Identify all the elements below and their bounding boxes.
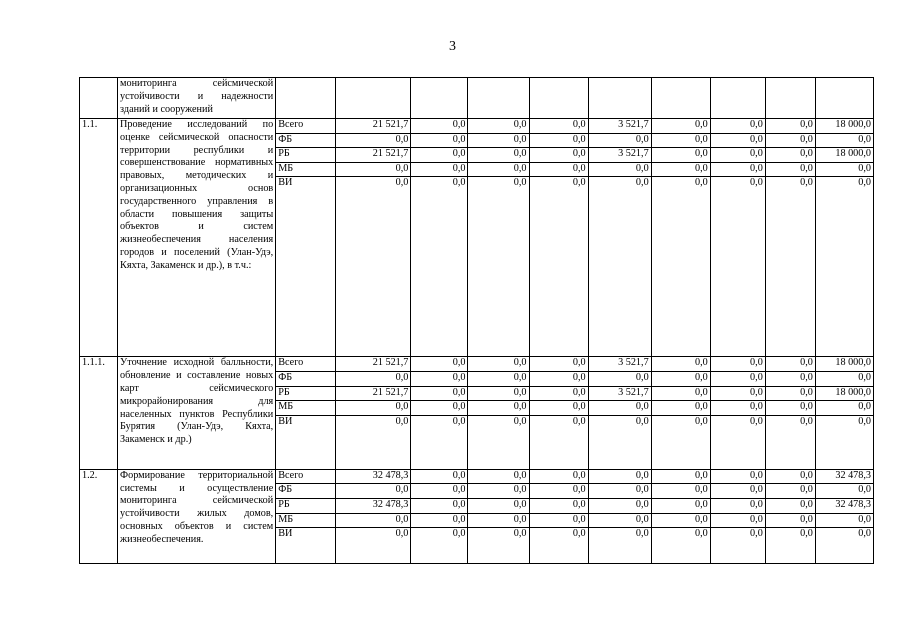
year-value-cell: 21 521,7 <box>336 386 411 401</box>
year-value-cell: 0,0 <box>529 528 588 564</box>
year-value-cell: 0,0 <box>765 177 815 357</box>
year-value-cell: 0,0 <box>336 401 411 416</box>
year-value-cell: 0,0 <box>588 528 651 564</box>
year-value-cell: 0,0 <box>411 528 468 564</box>
year-value-cell: 0,0 <box>336 177 411 357</box>
funding-source: МБ <box>276 401 336 416</box>
page-number: 3 <box>449 39 456 54</box>
year-value-cell: 0,0 <box>529 415 588 469</box>
year-value-cell: 0,0 <box>710 498 765 513</box>
year-value-cell: 0,0 <box>336 415 411 469</box>
section-description: Проведение исследований по оценке сейсмической опасности территории республики и совершенствование нормативных правовых, методических и организационных основ государственного управления в области повышения защиты объектов и систем жизнеобеспечения населения городов и поселений (Улан-Удэ, Кяхта, Закаменск и др.), в т.ч.: <box>118 119 276 357</box>
year-value-cell: 0,0 <box>710 177 765 357</box>
year-value-cell: 0,0 <box>336 528 411 564</box>
funding-source: ВИ <box>276 177 336 357</box>
year-value-cell: 0,0 <box>765 498 815 513</box>
year-value-cell: 0,0 <box>651 148 710 163</box>
year-value-cell: 0,0 <box>468 513 529 528</box>
funding-source: ФБ <box>276 484 336 499</box>
section-code: 1.1.1. <box>80 357 118 469</box>
funding-source: ВИ <box>276 415 336 469</box>
year-value-cell: 0,0 <box>765 528 815 564</box>
funding-source: Всего <box>276 469 336 484</box>
total-value-cell: 0,0 <box>815 415 873 469</box>
total-value-cell: 0,0 <box>815 401 873 416</box>
year-value-cell: 0,0 <box>651 386 710 401</box>
year-value-cell: 0,0 <box>468 484 529 499</box>
empty-cell <box>336 78 411 119</box>
year-value-cell: 0,0 <box>765 133 815 148</box>
year-value-cell: 0,0 <box>710 148 765 163</box>
year-value-cell: 0,0 <box>336 133 411 148</box>
total-value-cell: 18 000,0 <box>815 119 873 134</box>
year-value-cell: 0,0 <box>529 119 588 134</box>
year-value-cell: 0,0 <box>651 371 710 386</box>
year-value-cell: 32 478,3 <box>336 498 411 513</box>
year-value-cell: 0,0 <box>651 528 710 564</box>
year-value-cell: 0,0 <box>651 415 710 469</box>
year-value-cell: 0,0 <box>588 484 651 499</box>
table-row <box>80 119 874 134</box>
year-value-cell: 0,0 <box>468 162 529 177</box>
year-value-cell: 0,0 <box>468 133 529 148</box>
year-value-cell: 0,0 <box>710 371 765 386</box>
year-value-cell: 0,0 <box>336 371 411 386</box>
empty-cell <box>468 78 529 119</box>
empty-cell <box>651 78 710 119</box>
year-value-cell: 0,0 <box>468 469 529 484</box>
year-value-cell: 0,0 <box>468 371 529 386</box>
year-value-cell: 0,0 <box>468 401 529 416</box>
funding-source: Всего <box>276 357 336 372</box>
section-code: 1.2. <box>80 469 118 563</box>
year-value-cell: 0,0 <box>411 133 468 148</box>
year-value-cell: 0,0 <box>765 386 815 401</box>
table-row <box>80 357 874 372</box>
year-value-cell: 0,0 <box>529 401 588 416</box>
funding-source: РБ <box>276 148 336 163</box>
year-value-cell: 0,0 <box>529 513 588 528</box>
empty-cell <box>588 78 651 119</box>
year-value-cell: 0,0 <box>468 415 529 469</box>
budget-table <box>79 77 874 564</box>
year-value-cell: 0,0 <box>710 513 765 528</box>
funding-source: РБ <box>276 386 336 401</box>
year-value-cell: 0,0 <box>336 513 411 528</box>
year-value-cell: 0,0 <box>710 357 765 372</box>
year-value-cell: 0,0 <box>765 371 815 386</box>
year-value-cell: 0,0 <box>765 357 815 372</box>
empty-cell <box>765 78 815 119</box>
year-value-cell: 0,0 <box>468 177 529 357</box>
year-value-cell: 0,0 <box>588 133 651 148</box>
year-value-cell: 3 521,7 <box>588 357 651 372</box>
year-value-cell: 0,0 <box>468 498 529 513</box>
year-value-cell: 0,0 <box>588 177 651 357</box>
year-value-cell: 0,0 <box>588 401 651 416</box>
section-description: Формирование территориальной системы и осуществление мониторинга сейсмической устойчивости жилых домов, основных объектов и систем жизнеобеспечения. <box>118 469 276 563</box>
year-value-cell: 0,0 <box>588 513 651 528</box>
empty-cell <box>411 78 468 119</box>
year-value-cell: 0,0 <box>468 528 529 564</box>
year-value-cell: 0,0 <box>411 386 468 401</box>
funding-source: ФБ <box>276 371 336 386</box>
total-value-cell: 0,0 <box>815 177 873 357</box>
year-value-cell: 0,0 <box>411 357 468 372</box>
year-value-cell: 0,0 <box>651 513 710 528</box>
year-value-cell: 0,0 <box>710 386 765 401</box>
empty-cell <box>815 78 873 119</box>
year-value-cell: 0,0 <box>651 498 710 513</box>
year-value-cell: 0,0 <box>651 133 710 148</box>
year-value-cell: 0,0 <box>529 177 588 357</box>
table-body <box>80 78 874 564</box>
year-value-cell: 0,0 <box>710 469 765 484</box>
year-value-cell: 0,0 <box>529 148 588 163</box>
year-value-cell: 0,0 <box>651 484 710 499</box>
total-value-cell: 18 000,0 <box>815 148 873 163</box>
year-value-cell: 0,0 <box>529 133 588 148</box>
year-value-cell: 0,0 <box>529 371 588 386</box>
year-value-cell: 0,0 <box>336 484 411 499</box>
total-value-cell: 0,0 <box>815 371 873 386</box>
funding-source: Всего <box>276 119 336 134</box>
empty-cell <box>710 78 765 119</box>
funding-source: РБ <box>276 498 336 513</box>
year-value-cell: 0,0 <box>765 415 815 469</box>
total-value-cell: 18 000,0 <box>815 357 873 372</box>
total-value-cell: 0,0 <box>815 484 873 499</box>
funding-source: ФБ <box>276 133 336 148</box>
year-value-cell: 0,0 <box>411 371 468 386</box>
continuation-row <box>80 78 874 119</box>
section-description: Уточнение исходной балльности, обновление и составление новых карт сейсмического микрорайонирования для населенных пунктов Республики Бурятия (Улан-Удэ, Кяхта, Закаменск и др.) <box>118 357 276 469</box>
year-value-cell: 0,0 <box>710 119 765 134</box>
year-value-cell: 0,0 <box>529 162 588 177</box>
year-value-cell: 0,0 <box>710 401 765 416</box>
year-value-cell: 0,0 <box>468 119 529 134</box>
year-value-cell: 0,0 <box>411 415 468 469</box>
year-value-cell: 21 521,7 <box>336 119 411 134</box>
year-value-cell: 0,0 <box>651 357 710 372</box>
year-value-cell: 0,0 <box>765 119 815 134</box>
section-code: 1.1. <box>80 119 118 357</box>
year-value-cell: 0,0 <box>765 162 815 177</box>
year-value-cell: 0,0 <box>765 513 815 528</box>
year-value-cell: 3 521,7 <box>588 386 651 401</box>
year-value-cell: 0,0 <box>588 162 651 177</box>
total-value-cell: 0,0 <box>815 133 873 148</box>
year-value-cell: 0,0 <box>411 484 468 499</box>
year-value-cell: 0,0 <box>765 469 815 484</box>
total-value-cell: 0,0 <box>815 513 873 528</box>
year-value-cell: 0,0 <box>411 177 468 357</box>
year-value-cell: 0,0 <box>411 162 468 177</box>
year-value-cell: 0,0 <box>411 148 468 163</box>
funding-source: ВИ <box>276 528 336 564</box>
year-value-cell: 3 521,7 <box>588 119 651 134</box>
year-value-cell: 0,0 <box>529 469 588 484</box>
total-value-cell: 0,0 <box>815 162 873 177</box>
year-value-cell: 0,0 <box>411 469 468 484</box>
empty-cell <box>276 78 336 119</box>
year-value-cell: 0,0 <box>651 469 710 484</box>
year-value-cell: 21 521,7 <box>336 357 411 372</box>
year-value-cell: 0,0 <box>468 357 529 372</box>
year-value-cell: 0,0 <box>588 371 651 386</box>
year-value-cell: 0,0 <box>468 386 529 401</box>
empty-cell <box>529 78 588 119</box>
year-value-cell: 32 478,3 <box>336 469 411 484</box>
year-value-cell: 3 521,7 <box>588 148 651 163</box>
year-value-cell: 0,0 <box>529 386 588 401</box>
funding-source: МБ <box>276 162 336 177</box>
total-value-cell: 18 000,0 <box>815 386 873 401</box>
year-value-cell: 0,0 <box>529 357 588 372</box>
year-value-cell: 0,0 <box>765 148 815 163</box>
total-value-cell: 0,0 <box>815 528 873 564</box>
year-value-cell: 0,0 <box>765 484 815 499</box>
year-value-cell: 0,0 <box>588 469 651 484</box>
year-value-cell: 0,0 <box>710 528 765 564</box>
year-value-cell: 0,0 <box>411 401 468 416</box>
continuation-description: мониторинга сейсмической устойчивости и надежности зданий и сооружений <box>118 78 276 119</box>
continuation-code-cell <box>80 78 118 119</box>
year-value-cell: 0,0 <box>529 484 588 499</box>
year-value-cell: 0,0 <box>710 162 765 177</box>
year-value-cell: 0,0 <box>588 415 651 469</box>
year-value-cell: 0,0 <box>710 484 765 499</box>
year-value-cell: 0,0 <box>651 401 710 416</box>
year-value-cell: 0,0 <box>529 498 588 513</box>
year-value-cell: 0,0 <box>411 498 468 513</box>
year-value-cell: 0,0 <box>411 513 468 528</box>
total-value-cell: 32 478,3 <box>815 469 873 484</box>
year-value-cell: 0,0 <box>765 401 815 416</box>
funding-source: МБ <box>276 513 336 528</box>
total-value-cell: 32 478,3 <box>815 498 873 513</box>
year-value-cell: 0,0 <box>710 133 765 148</box>
year-value-cell: 0,0 <box>710 415 765 469</box>
year-value-cell: 0,0 <box>588 498 651 513</box>
year-value-cell: 0,0 <box>411 119 468 134</box>
year-value-cell: 0,0 <box>651 177 710 357</box>
year-value-cell: 0,0 <box>468 148 529 163</box>
year-value-cell: 21 521,7 <box>336 148 411 163</box>
year-value-cell: 0,0 <box>651 162 710 177</box>
table-row <box>80 469 874 484</box>
year-value-cell: 0,0 <box>336 162 411 177</box>
year-value-cell: 0,0 <box>651 119 710 134</box>
